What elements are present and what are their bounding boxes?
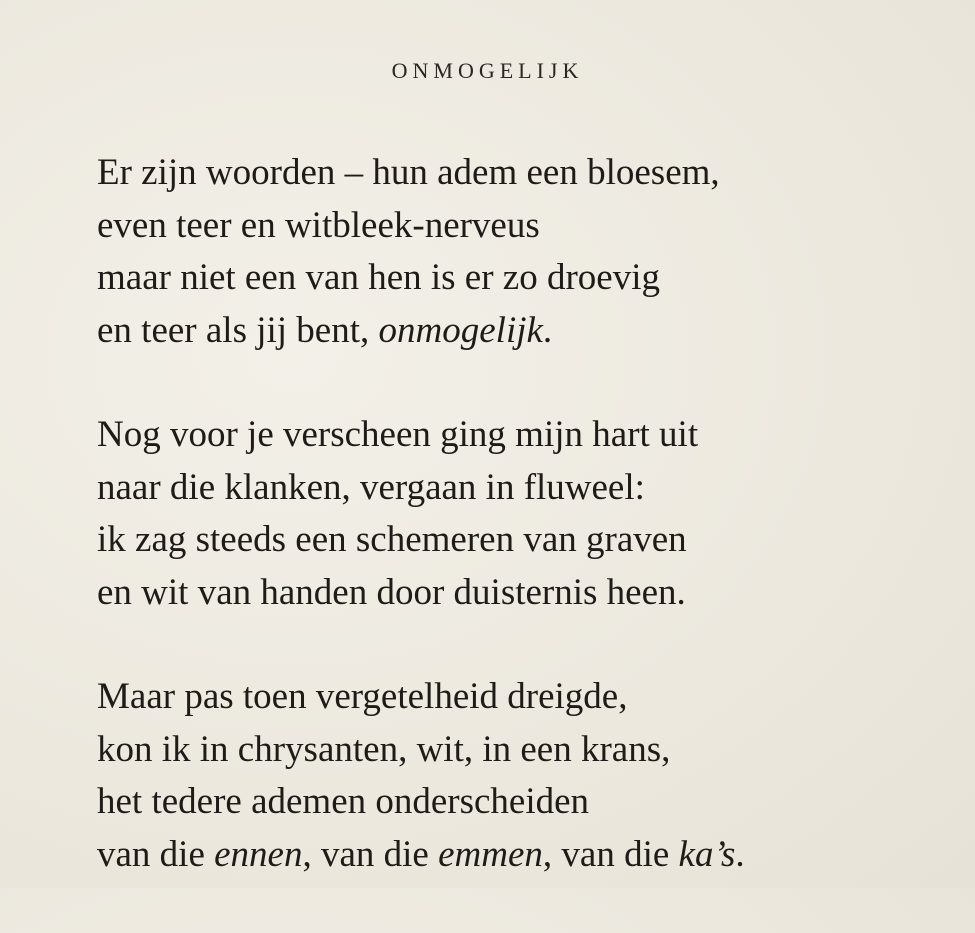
- poem-line: Er zijn woorden – hun adem een bloesem,: [97, 152, 720, 193]
- poem-line: en wit van handen door duisternis heen.: [97, 571, 686, 613]
- italic-word: onmogelijk: [378, 309, 543, 351]
- stanza-2: [97, 409, 957, 619]
- line-text: van die: [97, 833, 215, 875]
- poem-title: ONMOGELIJK: [391, 58, 584, 83]
- poem-line: Nog voor je verscheen ging mijn hart uit: [97, 414, 699, 455]
- poem-line: Maar pas toen vergetelheid dreigde,: [97, 676, 628, 717]
- poem-line: [97, 305, 957, 358]
- poem-line: kon ik in chrysanten, wit, in een krans,: [97, 728, 671, 770]
- italic-word: emmen: [438, 833, 543, 875]
- stanza-3: [97, 671, 957, 881]
- stanza-1: [97, 147, 957, 357]
- line-text: , van die: [542, 833, 679, 875]
- poem-line: [97, 829, 957, 882]
- poem-line: het tedere ademen onderscheiden: [97, 781, 590, 822]
- poem-line: even teer en witbleek-nerveus: [97, 204, 540, 246]
- poem-line: naar die klanken, vergaan in fluweel:: [97, 466, 645, 508]
- poem-body: [97, 147, 957, 933]
- line-text: , van die: [302, 833, 439, 875]
- line-text: en teer als jij bent,: [97, 309, 379, 351]
- italic-word: ka’s: [678, 833, 736, 875]
- poem-line: maar niet een van hen is er zo droevig: [97, 257, 660, 298]
- poem-line: ik zag steeds een schemeren van graven: [97, 519, 687, 560]
- line-text: .: [735, 833, 745, 875]
- italic-word: ennen: [214, 833, 303, 875]
- line-text: .: [542, 309, 553, 351]
